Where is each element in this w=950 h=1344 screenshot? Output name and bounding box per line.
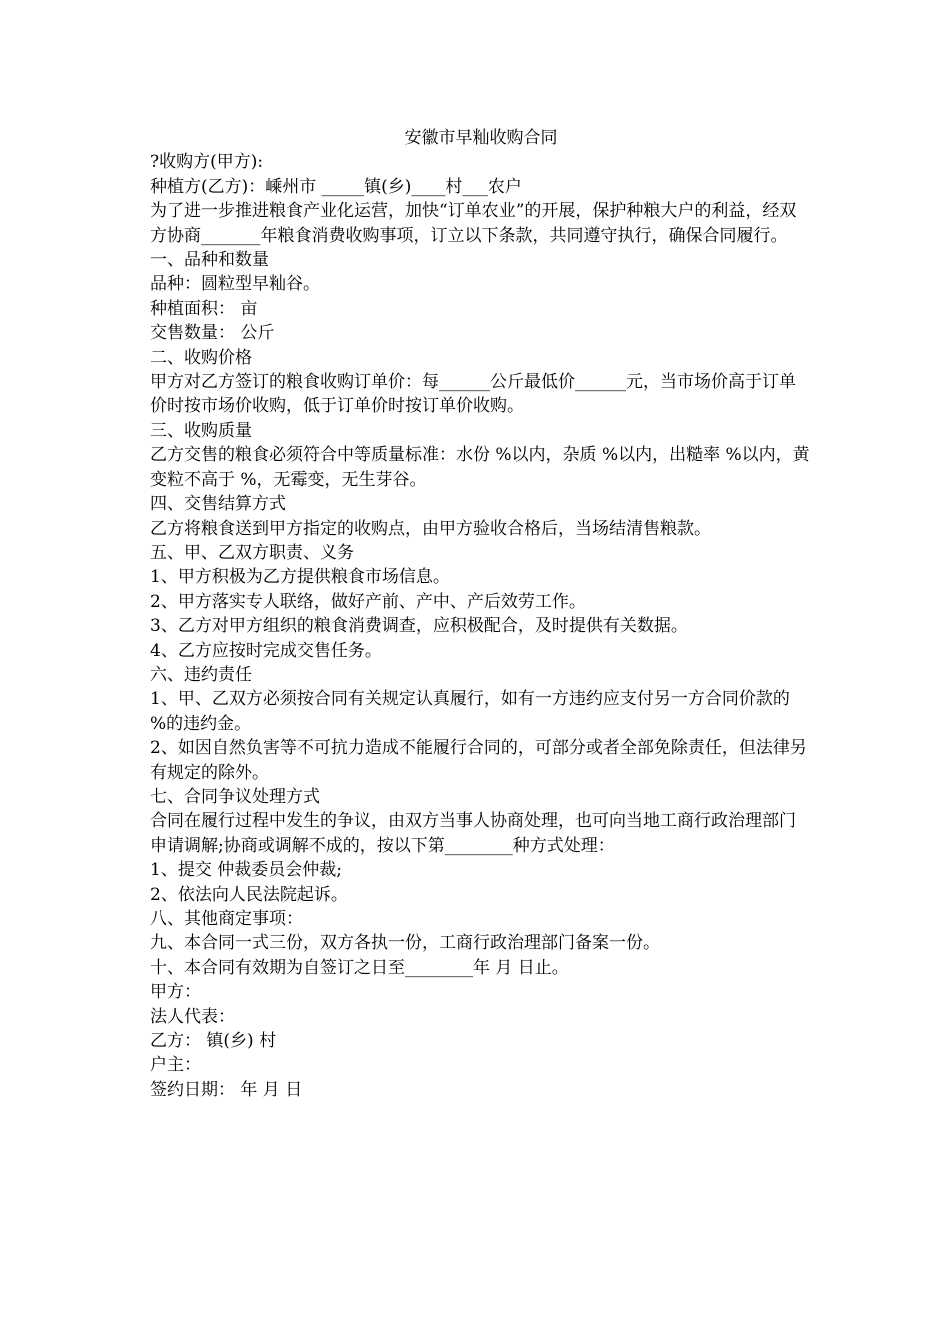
liability-item: 1、甲、乙双方必须按合同有关规定认真履行，如有一方违约应支付另一方合同价款的 %的违约金。 — [150, 689, 796, 734]
signature-party-a: 甲方： — [150, 982, 201, 1003]
section-heading: 三、收购质量 — [150, 420, 252, 441]
settlement-paragraph: 乙方将粮食送到甲方指定的收购点，由甲方验收合格后，当场结清售粮款。 — [150, 518, 711, 539]
price-paragraph: 甲方对乙方签订的粮食收购订单价：每______公斤最低价______元，当市场价高于订单价时按市场价收购，低于订单价时按订单价收购。 — [150, 372, 796, 417]
dispute-option: 1、提交 仲裁委员会仲裁; — [150, 860, 342, 881]
dispute-option: 2、依法向人民法院起诉。 — [150, 884, 348, 905]
section-heading: 四、交售结算方式 — [150, 494, 286, 515]
signing-date: 签约日期： 年 月 日 — [150, 1079, 303, 1100]
section-heading: 七、合同争议处理方式 — [150, 786, 320, 807]
section-heading: 五、甲、乙双方职责、义务 — [150, 542, 354, 563]
grower-party-line: 种植方(乙方)：嵊州市 _____镇(乡)____村___农户 — [150, 176, 522, 197]
validity-clause: 十、本合同有效期为自签订之日至________年 月 日止。 — [150, 957, 569, 978]
liability-item: 2、如因自然负害等不可抗力造成不能履行合同的，可部分或者全部免除责任，但法律另有规定的除外。 — [150, 738, 807, 783]
signature-party-b: 乙方： 镇(乡) 村 — [150, 1031, 277, 1052]
dispute-paragraph: 合同在履行过程中发生的争议，由双方当事人协商处理，也可向当地工商行政治理部门申请调解;协商或调解不成的，按以下第________种方式处理： — [150, 811, 796, 856]
contract-page — [150, 126, 810, 1102]
section-heading: 一、品种和数量 — [150, 250, 269, 271]
duty-item: 3、乙方对甲方组织的粮食消费调查，应积极配合，及时提供有关数据。 — [150, 616, 688, 637]
section-heading: 六、违约责任 — [150, 664, 252, 685]
duty-item: 4、乙方应按时完成交售任务。 — [150, 640, 382, 661]
signature-household-head: 户主： — [150, 1055, 201, 1076]
section-heading: 八、其他商定事项： — [150, 909, 303, 929]
contract-body — [150, 150, 810, 1102]
quality-paragraph: 乙方交售的粮食必须符合中等质量标准：水份 %以内，杂质 %以内，出糙率 %以内，黄变粒不高于 %，无霉变，无生芽谷。 — [150, 445, 810, 490]
sale-quantity-line: 交售数量： 公斤 — [150, 323, 275, 344]
copies-clause: 九、本合同一式三份，双方各执一份，工商行政治理部门备案一份。 — [150, 933, 660, 954]
signature-legal-rep: 法人代表： — [150, 1006, 235, 1027]
planting-area-line: 种植面积： 亩 — [150, 298, 258, 319]
section-heading: 二、收购价格 — [150, 347, 252, 368]
duty-item: 1、甲方积极为乙方提供粮食市场信息。 — [150, 567, 450, 588]
duty-item: 2、甲方落实专人联络，做好产前、产中、产后效劳工作。 — [150, 591, 586, 612]
preamble-paragraph: 为了进一步推进粮食产业化运营，加快“订单农业”的开展，保护种粮大户的利益，经双方协商_______年粮食消费收购事项，订立以下条款，共同遵守执行，确保合同履行。 — [150, 201, 797, 246]
document-title: 安徽市早籼收购合同 — [404, 128, 558, 148]
buyer-party-line: ?收购方(甲方): — [150, 152, 264, 173]
variety-line: 品种：圆粒型早籼谷。 — [150, 274, 320, 295]
